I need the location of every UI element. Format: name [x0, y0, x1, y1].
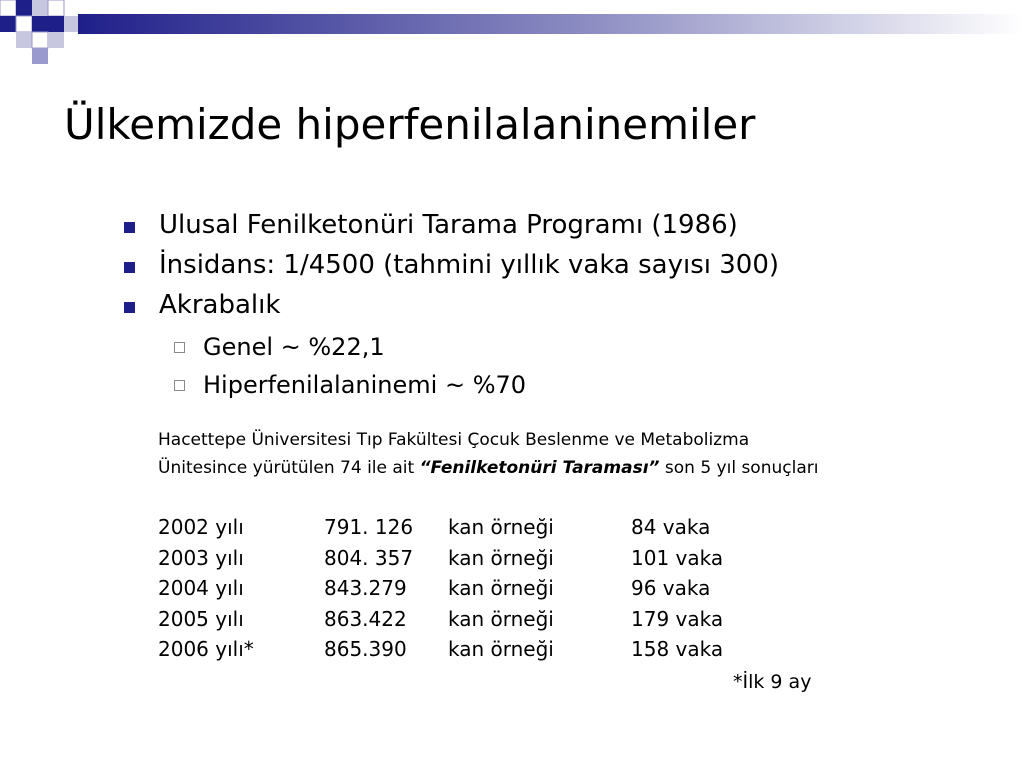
header-decoration [0, 0, 1024, 70]
source-line-2-pre: Ünitesince yürütülen 74 ile ait [158, 458, 420, 478]
year-cell: 2005 yılı [158, 606, 244, 631]
year-cell: 2004 yılı [158, 576, 244, 600]
slide-title: Ülkemizde hiperfenilalaninemiler [64, 100, 756, 149]
case-count-cell: 158 vaka [631, 637, 724, 661]
case-count-cell: 101 vaka [631, 545, 724, 570]
source-note [158, 426, 818, 482]
sub-bullet-item: Genel ~ %22,1 [172, 328, 526, 366]
sub-bullet-list [172, 328, 526, 404]
source-line-2-post: son 5 yıl sonuçları [659, 458, 819, 478]
bullet-item: Ulusal Fenilketonüri Tarama Programı (1986) [122, 205, 779, 245]
sub-bullet-item: Hiperfenilalaninemi ~ %70 [172, 366, 526, 404]
year-cell: 2003 yılı [158, 545, 244, 570]
sample-count-cell: 804. 357 [324, 545, 414, 570]
sample-count-cell: 791. 126 [324, 515, 414, 539]
case-count-cell: 96 vaka [631, 576, 711, 600]
sample-count-cell: 843.279 [324, 576, 407, 600]
bullet-item: Akrabalık [122, 285, 779, 325]
year-cell: 2006 yılı* [158, 637, 254, 661]
case-count-cell: 84 vaka [631, 515, 711, 539]
bullet-item: İnsidans: 1/4500 (tahmini yıllık vaka sayısı 300) [122, 245, 779, 285]
sample-type-cell: kan örneği [448, 545, 554, 570]
sample-type-cell: kan örneği [448, 606, 554, 631]
case-count-cell: 179 vaka [631, 606, 724, 631]
footnote: *İlk 9 ay [733, 671, 812, 693]
bullet-list [122, 205, 779, 325]
source-line-1: Hacettepe Üniversitesi Tıp Fakültesi Çocuk Beslenme ve Metabolizma [158, 430, 750, 450]
source-line-2 [158, 454, 818, 482]
year-cell: 2002 yılı [158, 515, 244, 539]
sample-count-cell: 865.390 [324, 637, 407, 661]
sample-type-cell: kan örneği [448, 637, 554, 661]
sample-type-cell: kan örneği [448, 576, 554, 600]
sample-type-cell: kan örneği [448, 515, 554, 539]
source-program-name: “Fenilketonüri Taraması” [419, 458, 660, 478]
sample-count-cell: 863.422 [324, 606, 407, 631]
